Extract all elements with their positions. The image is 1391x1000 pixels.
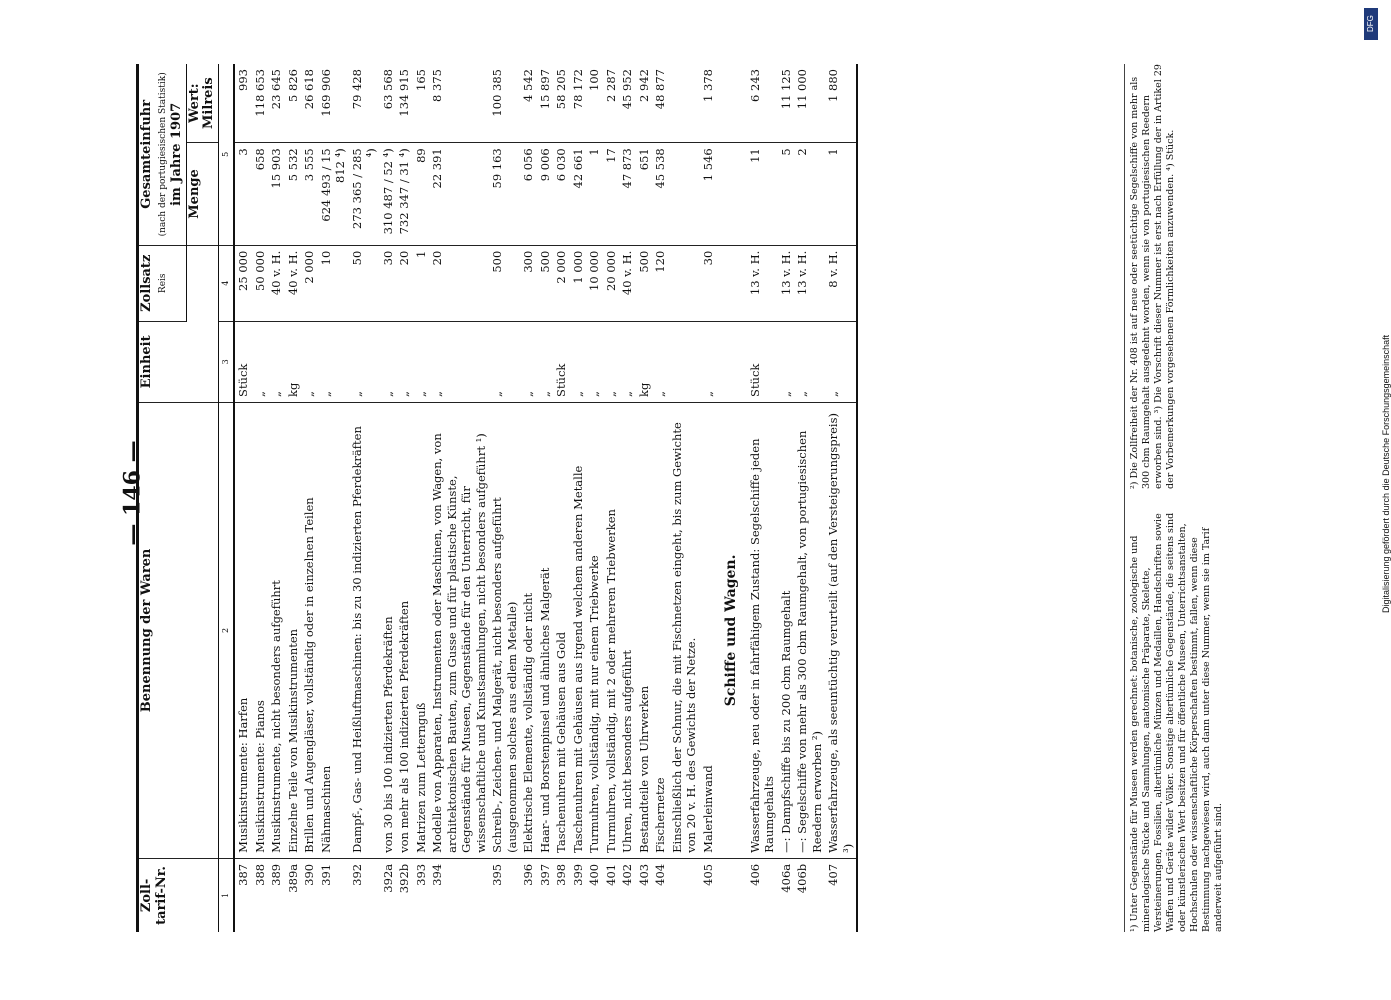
cell-nr: 393 — [413, 863, 428, 886]
header-gesamt-sub: (nach der portugiesischen Statistik) — [157, 72, 168, 237]
cell-benennung: Matrizen zum Letternguß — [413, 402, 430, 858]
cell-nr: 405 — [700, 863, 715, 886]
table-row — [268, 64, 285, 932]
cell-benennung: —: Segelschiffe von mehr als 300 cbm Raumgehalt, von portugiesischen Reedern erworben ²) — [794, 402, 825, 858]
cell-nr: 390 — [302, 863, 316, 886]
cell-menge — [669, 143, 700, 245]
table-row — [700, 64, 717, 932]
table-row — [349, 64, 380, 932]
cell-menge: 9 006 — [537, 143, 554, 245]
cell-zollsatz: 1 — [413, 245, 430, 321]
cell-zollsatz: 500 — [537, 245, 554, 321]
table-row — [520, 64, 537, 932]
table-row — [652, 64, 669, 932]
cell-menge: 45 538 — [652, 143, 669, 245]
cell-nr: 391 — [318, 863, 333, 886]
cell-einheit: „ — [318, 321, 349, 402]
cell-menge: 1 — [586, 143, 603, 245]
header-zollsatz-unit: Reis — [157, 273, 168, 294]
cell-menge: 273 365 / 285 ⁴) — [349, 143, 380, 245]
cell-einheit: „ — [825, 321, 857, 402]
header-benennung: Benennung der Waren — [138, 402, 219, 858]
cell-benennung: Einzelne Teile von Musikinstrumenten — [285, 402, 302, 858]
cell-zollsatz: 50 — [349, 245, 380, 321]
cell-nr: 406a — [778, 863, 793, 893]
cell-zollsatz: 13 v. H. — [778, 245, 795, 321]
cell-wert: 63 568 — [380, 64, 397, 143]
cell-wert: 169 906 — [318, 64, 349, 143]
cell-wert: 8 375 — [429, 64, 489, 143]
table-row — [794, 64, 825, 932]
cell-zollsatz: 40 v. H. — [285, 245, 302, 321]
cell-benennung: Malerleinwand — [700, 402, 717, 858]
cell-nr: 402 — [620, 863, 634, 886]
cell-nr: 403 — [636, 863, 651, 886]
cell-wert: 2 942 — [636, 64, 653, 143]
header-gesamteinfuhr — [138, 64, 187, 245]
cell-benennung: Wasserfahrzeuge, neu oder in fahrfähigem Zustand: Segelschiffe jeden Raumgehalts — [747, 402, 778, 858]
cell-einheit: „ — [603, 321, 620, 402]
section-ships — [716, 64, 747, 932]
cell-benennung: Turmuhren, vollständig, mit 2 oder mehreren Triebwerken — [603, 402, 620, 858]
cell-wert: 134 915 — [396, 64, 413, 143]
cell-zollsatz: 120 — [652, 245, 669, 321]
cell-benennung: Taschenuhren mit Gehäusen aus irgend welchem anderen Metalle — [570, 402, 587, 858]
tariff-table-rotated — [136, 64, 1236, 932]
cell-zollsatz: 13 v. H. — [747, 245, 778, 321]
table-row — [825, 64, 857, 932]
cell-wert: 15 897 — [537, 64, 554, 143]
cell-einheit: Stück — [234, 321, 252, 402]
cell-wert: 58 205 — [553, 64, 570, 143]
cell-benennung: Einschließlich der Schnur, die mit Fischnetzen eingeht, bis zum Gewichte von 20 v. H. des Gewichts der Netze. — [669, 402, 700, 858]
colnum-5: 5 — [218, 64, 234, 245]
cell-menge: 89 — [413, 143, 430, 245]
cell-benennung: Musikinstrumente: Harfen — [234, 402, 252, 858]
table-row — [636, 64, 653, 932]
cell-einheit: „ — [380, 321, 397, 402]
cell-menge: 42 661 — [570, 143, 587, 245]
cell-menge: 59 163 — [489, 143, 520, 245]
cell-einheit: „ — [301, 321, 318, 402]
cell-benennung: Wasserfahrzeuge, als seeuntüchtig verurteilt (auf den Versteigerungspreis) ³) — [825, 402, 857, 858]
cell-einheit: „ — [537, 321, 554, 402]
cell-wert: 4 542 — [520, 64, 537, 143]
cell-zollsatz: 500 — [489, 245, 520, 321]
cell-wert: 11 000 — [794, 64, 825, 143]
table-row — [586, 64, 603, 932]
table-row — [669, 64, 700, 932]
cell-nr: 407 — [826, 863, 840, 886]
cell-menge: 5 532 — [285, 143, 302, 245]
colnum-2: 2 — [218, 402, 234, 858]
section-title: Schiffe und Wagen. — [716, 402, 747, 858]
table-row — [234, 64, 252, 932]
cell-zollsatz: 1 000 — [570, 245, 587, 321]
cell-wert: 6 243 — [747, 64, 778, 143]
cell-zollsatz: 40 v. H. — [619, 245, 636, 321]
cell-einheit: kg — [285, 321, 302, 402]
cell-zollsatz: 10 000 — [586, 245, 603, 321]
cell-einheit — [669, 321, 700, 402]
cell-wert: 1 378 — [700, 64, 717, 143]
cell-benennung: Elektrische Elemente, vollständig oder nicht — [520, 402, 537, 858]
table-row — [380, 64, 397, 932]
cell-benennung: Turmuhren, vollständig, mit nur einem Triebwerke — [586, 402, 603, 858]
cell-nr: 401 — [603, 863, 618, 886]
cell-nr: 392a — [380, 863, 395, 893]
cell-menge: 5 — [778, 143, 795, 245]
table-row — [252, 64, 269, 932]
colnum-1: 1 — [218, 858, 234, 932]
cell-wert: 5 826 — [285, 64, 302, 143]
cell-wert — [669, 64, 700, 143]
cell-nr: 387 — [236, 863, 250, 886]
cell-nr — [669, 858, 700, 932]
cell-benennung: von mehr als 100 indizierten Pferdekräften — [396, 402, 413, 858]
table-row — [318, 64, 349, 932]
cell-wert: 23 645 — [268, 64, 285, 143]
cell-nr: 392b — [397, 863, 411, 894]
cell-menge: 6 056 — [520, 143, 537, 245]
cell-zollsatz: 40 v. H. — [268, 245, 285, 321]
cell-menge: 11 — [747, 143, 778, 245]
cell-nr: 398 — [554, 863, 568, 886]
cell-menge: 15 903 — [268, 143, 285, 245]
cell-wert: 100 385 — [489, 64, 520, 143]
footnotes-rotated — [1124, 64, 1244, 932]
cell-nr: 394 — [430, 863, 444, 886]
cell-nr: 399 — [570, 863, 585, 886]
cell-nr: 388 — [252, 863, 267, 886]
cell-zollsatz: 30 — [380, 245, 397, 321]
cell-menge: 17 — [603, 143, 620, 245]
table-row — [778, 64, 795, 932]
cell-wert: 48 877 — [652, 64, 669, 143]
colnum-4: 4 — [218, 245, 234, 321]
footnote-right: ²) Die Zollfreiheit der Nr. 408 ist auf neue oder seetüchtige Segelschiffe von mehr als 300 cbm Raumgehalt ausgedehnt worden, wenn sie von portugiesischen Reedern erworben sind. ³) Die Vorschrift dieser Nummer ist erst nach Erfüllung der in Artikel 29 der Vorbemerkungen vorgesehenen Förmlichkeiten anzuwenden. ⁴) Stück. — [1129, 64, 1176, 489]
cell-nr: 392 — [349, 863, 364, 886]
header-gesamt-year: im Jahre 1907 — [169, 102, 184, 206]
cell-menge: 651 — [636, 143, 653, 245]
cell-zollsatz: 20 — [396, 245, 413, 321]
cell-nr: 404 — [653, 863, 667, 886]
cell-menge: 732 347 / 31 ⁴) — [396, 143, 413, 245]
cell-nr: 397 — [537, 863, 552, 886]
cell-zollsatz: 2 000 — [553, 245, 570, 321]
cell-benennung: Musikinstrumente: Pianos — [252, 402, 269, 858]
cell-einheit: „ — [794, 321, 825, 402]
cell-einheit: „ — [252, 321, 269, 402]
cell-benennung: Modelle von Apparaten, Instrumenten oder Maschinen, von Wagen, von architektonischen Bauten, zum Gusse und für plastische Künste, Gegenstände für Museen, Gegenstände für den Unterricht, für wissenschaftliche und Kunstsammlungen, nicht besonders aufgeführt ¹) — [429, 402, 489, 858]
footnotes — [1124, 64, 1225, 932]
cell-zollsatz: 2 000 — [301, 245, 318, 321]
cell-einheit: Stück — [747, 321, 778, 402]
colnum-3: 3 — [218, 321, 234, 402]
cell-einheit: „ — [429, 321, 489, 402]
cell-einheit: „ — [349, 321, 380, 402]
cell-menge: 3 — [234, 143, 252, 245]
cell-menge: 2 — [794, 143, 825, 245]
cell-einheit: „ — [396, 321, 413, 402]
header-zollsatz — [138, 245, 187, 321]
cell-wert: 1 880 — [825, 64, 857, 143]
cell-nr: 406b — [795, 863, 809, 894]
tariff-table — [136, 64, 858, 932]
header-nr: Zoll-tarif-Nr. — [138, 858, 219, 932]
cell-einheit: „ — [570, 321, 587, 402]
cell-wert: 78 172 — [570, 64, 587, 143]
cell-wert: 993 — [234, 64, 252, 143]
table-row — [603, 64, 620, 932]
cell-zollsatz: 13 v. H. — [794, 245, 825, 321]
table-row — [413, 64, 430, 932]
cell-menge: 47 873 — [619, 143, 636, 245]
cell-einheit: „ — [489, 321, 520, 402]
cell-zollsatz: 500 — [636, 245, 653, 321]
table-row — [429, 64, 489, 932]
cell-einheit: Stück — [553, 321, 570, 402]
cell-wert: 11 125 — [778, 64, 795, 143]
cell-benennung: Taschenuhren mit Gehäusen aus Gold — [553, 402, 570, 858]
cell-einheit: „ — [700, 321, 717, 402]
cell-benennung: Nähmaschinen — [318, 402, 349, 858]
cell-wert: 100 — [586, 64, 603, 143]
cell-wert: 45 952 — [619, 64, 636, 143]
cell-nr: 400 — [587, 863, 601, 886]
cell-zollsatz: 300 — [520, 245, 537, 321]
cell-nr: 389 — [269, 863, 283, 886]
cell-benennung: Brillen und Augengläser, vollständig oder in einzelnen Teilen — [301, 402, 318, 858]
cell-menge: 6 030 — [553, 143, 570, 245]
footnote-left: ¹) Unter Gegenstände für Museen werden gerechnet: botanische, zoologische und mineralogische Stücke und Sammlungen, anatomische Präparate, Skelette, Versteinerungen, Fossilien, altertümliche Münzen und Medaillen, Handschriften sowie Waffen und Geräte wilder Völker. Sonstige altertümliche Gegenstände, die seitens sind oder künstlerischen Wert besitzen und für öffentliche Museen, Unterrichtsanstalten, Hochschulen oder wissenschaftliche Körperschaften bestimmt, fallen, wenn diese Bestimmung nachgewiesen wird, auch dann unter diese Nummer, wenn sie im Tarif anderweit aufgeführt sind. — [1129, 512, 1224, 932]
digitization-credit: Digitalisierung gefördert durch die Deutsche Forschungsgemeinschaft — [1381, 334, 1391, 613]
header-wert: Wert: Milreis — [186, 64, 218, 143]
header-menge: Menge — [186, 143, 218, 245]
cell-zollsatz: 30 — [700, 245, 717, 321]
cell-menge: 3 555 — [301, 143, 318, 245]
cell-benennung: Haar- und Borstenpinsel und ähnliches Malgerät — [537, 402, 554, 858]
cell-benennung: Fischernetze — [652, 402, 669, 858]
cell-zollsatz — [669, 245, 700, 321]
cell-menge: 624 493 / 15 812 ⁴) — [318, 143, 349, 245]
table-row — [553, 64, 570, 932]
cell-wert: 2 287 — [603, 64, 620, 143]
cell-nr: 406 — [747, 863, 762, 886]
cell-menge: 22 391 — [429, 143, 489, 245]
cell-menge: 310 487 / 52 ⁴) — [380, 143, 397, 245]
cell-benennung: Musikinstrumente, nicht besonders aufgeführt — [268, 402, 285, 858]
cell-benennung: Uhren, nicht besonders aufgeführt — [619, 402, 636, 858]
cell-benennung: von 30 bis 100 indizierten Pferdekräften — [380, 402, 397, 858]
cell-einheit: kg — [636, 321, 653, 402]
header-zollsatz-spacer — [186, 245, 218, 321]
cell-wert: 79 428 — [349, 64, 380, 143]
cell-wert: 165 — [413, 64, 430, 143]
cell-benennung: Dampf-, Gas- und Heißluftmaschinen: bis zu 30 indizierten Pferdekräften — [349, 402, 380, 858]
cell-wert: 118 653 — [252, 64, 269, 143]
cell-nr: 396 — [521, 863, 535, 886]
table-row — [537, 64, 554, 932]
cell-einheit: „ — [619, 321, 636, 402]
table-row — [301, 64, 318, 932]
dfg-logo: DFG — [1364, 8, 1378, 40]
page-number: — 146 — — [119, 440, 146, 546]
cell-zollsatz: 20 — [429, 245, 489, 321]
cell-einheit: „ — [586, 321, 603, 402]
tariff-rows — [234, 64, 716, 932]
cell-wert: 26 618 — [301, 64, 318, 143]
cell-benennung: Bestandteile von Uhrwerken — [636, 402, 653, 858]
cell-nr: 389a — [285, 863, 300, 893]
cell-einheit: „ — [413, 321, 430, 402]
table-row — [396, 64, 413, 932]
cell-menge: 658 — [252, 143, 269, 245]
cell-zollsatz: 10 — [318, 245, 349, 321]
cell-nr: 395 — [490, 863, 504, 886]
cell-benennung: Schreib-, Zeichen- und Malgerät, nicht besonders aufgeführt (ausgenommen solches aus edlem Metalle) — [489, 402, 520, 858]
cell-zollsatz: 50 000 — [252, 245, 269, 321]
cell-einheit: „ — [778, 321, 795, 402]
table-row — [619, 64, 636, 932]
cell-zollsatz: 20 000 — [603, 245, 620, 321]
cell-einheit: „ — [652, 321, 669, 402]
cell-menge: 1 546 — [700, 143, 717, 245]
cell-menge: 1 — [825, 143, 857, 245]
table-row — [285, 64, 302, 932]
table-row — [747, 64, 778, 932]
header-einheit: Einheit — [138, 321, 219, 402]
table-row — [489, 64, 520, 932]
cell-zollsatz: 25 000 — [234, 245, 252, 321]
table-row — [570, 64, 587, 932]
header-zollsatz-label: Zollsatz — [139, 254, 154, 312]
cell-einheit: „ — [520, 321, 537, 402]
tariff-rows-ships — [747, 64, 858, 932]
cell-einheit: „ — [268, 321, 285, 402]
header-gesamt-title: Gesamteinfuhr — [139, 99, 154, 209]
cell-benennung: —: Dampfschiffe bis zu 200 cbm Raumgehalt — [778, 402, 795, 858]
cell-zollsatz: 8 v. H. — [825, 245, 857, 321]
